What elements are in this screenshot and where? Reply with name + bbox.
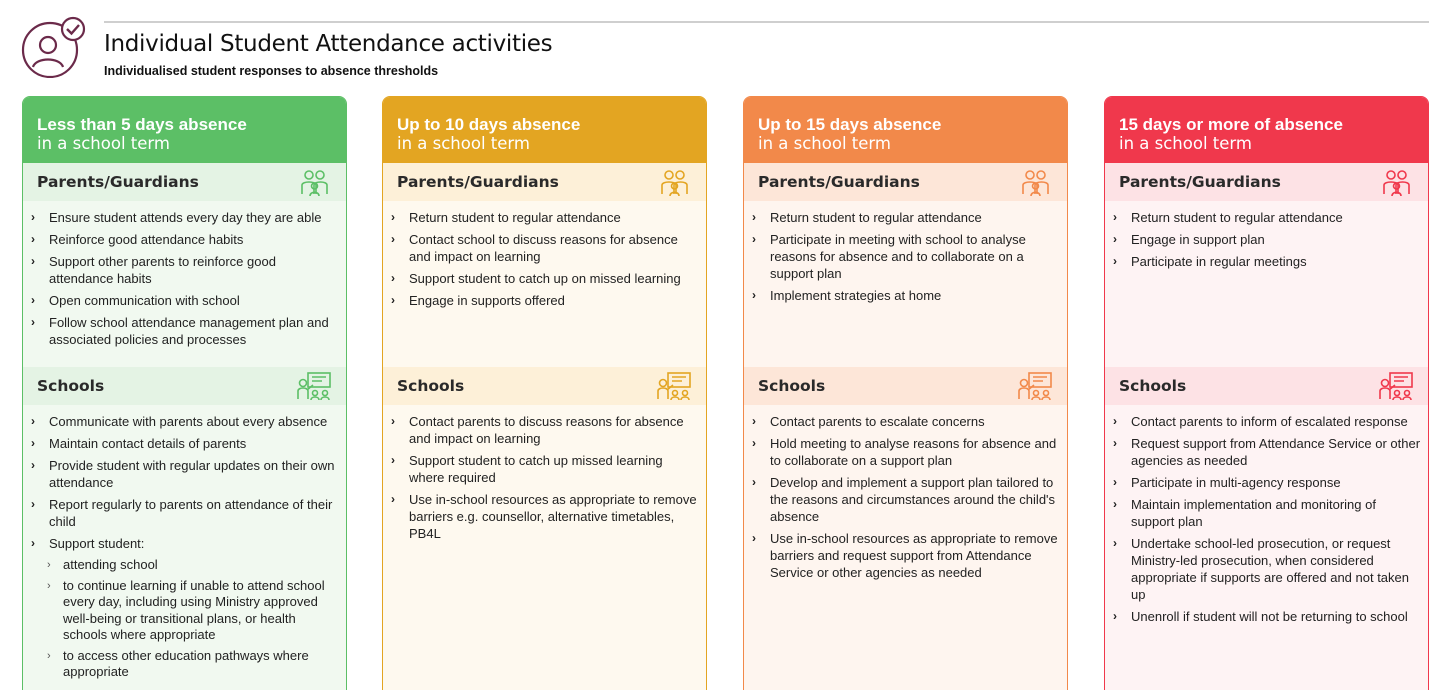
list-item: › Return student to regular attendance bbox=[1113, 210, 1343, 225]
list-item: › Implement strategies at home bbox=[752, 288, 942, 303]
column-header bbox=[744, 97, 1067, 163]
list-item: › Contact parents to discuss reasons for absence and impact on learning bbox=[391, 414, 684, 446]
parents-section-header bbox=[1105, 163, 1428, 201]
parents-list bbox=[23, 201, 346, 367]
list-item: › Ensure student attends every day they are able bbox=[31, 210, 322, 225]
page-subtitle: Individualised student responses to absence thresholds bbox=[104, 64, 439, 78]
column-title: 15 days or more of absence bbox=[1119, 115, 1343, 134]
list-item: › Support student: bbox=[31, 536, 145, 551]
schools-label: Schools bbox=[37, 377, 105, 395]
column-up-to-15-days bbox=[743, 96, 1068, 690]
column-subtitle: in a school term bbox=[37, 134, 170, 153]
classroom-icon bbox=[1378, 371, 1414, 401]
schools-section-header bbox=[383, 367, 706, 405]
list-item: › Maintain contact details of parents bbox=[31, 436, 247, 451]
schools-list bbox=[383, 405, 706, 542]
list-item: › Support other parents to reinforce good attendance habits bbox=[31, 254, 276, 286]
column-less-than-5-days bbox=[22, 96, 347, 690]
classroom-icon bbox=[296, 371, 332, 401]
parents-section-header bbox=[23, 163, 346, 201]
parents-list bbox=[1105, 201, 1428, 367]
schools-list bbox=[23, 405, 346, 681]
sub-list-item: › to continue learning if unable to attend school every day, including using Ministry approved well-being or transitional plans, or health schools where appropriate bbox=[47, 577, 325, 642]
schools-section-header bbox=[1105, 367, 1428, 405]
column-subtitle: in a school term bbox=[397, 134, 530, 153]
column-up-to-10-days bbox=[382, 96, 707, 690]
list-item: › Return student to regular attendance bbox=[752, 210, 982, 225]
schools-section-header bbox=[744, 367, 1067, 405]
column-header bbox=[383, 97, 706, 163]
family-icon bbox=[1017, 167, 1053, 197]
list-item: › Participate in regular meetings bbox=[1113, 254, 1307, 269]
schools-list bbox=[1105, 405, 1428, 625]
column-subtitle: in a school term bbox=[1119, 134, 1252, 153]
list-item: › Unenroll if student will not be returning to school bbox=[1113, 609, 1408, 624]
list-item: › Contact parents to escalate concerns bbox=[752, 414, 985, 429]
parents-label: Parents/Guardians bbox=[758, 173, 920, 191]
schools-section-header bbox=[23, 367, 346, 405]
list-item: › Participate in meeting with school to analyse reasons for absence and to collaborate on a support plan bbox=[752, 232, 1026, 281]
list-item: › Participate in multi-agency response bbox=[1113, 475, 1341, 490]
list-item: › Follow school attendance management plan and associated policies and processes bbox=[31, 315, 329, 347]
list-item: › Engage in supports offered bbox=[391, 293, 565, 308]
list-item: › Hold meeting to analyse reasons for absence and to collaborate on a support plan bbox=[752, 436, 1057, 468]
parents-list bbox=[383, 201, 706, 367]
parents-section-header bbox=[744, 163, 1067, 201]
list-item: › Request support from Attendance Service or other agencies as needed bbox=[1113, 436, 1421, 468]
family-icon bbox=[1378, 167, 1414, 197]
classroom-icon bbox=[1017, 371, 1053, 401]
schools-list bbox=[744, 405, 1067, 581]
sub-list-item: › to access other education pathways where appropriate bbox=[47, 647, 309, 679]
list-item: › Report regularly to parents on attendance of their child bbox=[31, 497, 333, 529]
list-item: › Maintain implementation and monitoring of support plan bbox=[1113, 497, 1376, 529]
list-item: › Provide student with regular updates on their own attendance bbox=[31, 458, 335, 490]
column-header bbox=[23, 97, 346, 163]
list-item: › Communicate with parents about every absence bbox=[31, 414, 328, 429]
list-item: › Undertake school-led prosecution, or request Ministry-led prosecution, when considered appropriate if supports are offered and not taken up bbox=[1113, 536, 1410, 602]
person-check-icon bbox=[20, 16, 88, 78]
column-header bbox=[1105, 97, 1428, 163]
column-title: Less than 5 days absence bbox=[37, 115, 247, 134]
parents-label: Parents/Guardians bbox=[1119, 173, 1281, 191]
parents-label: Parents/Guardians bbox=[37, 173, 199, 191]
column-title: Up to 10 days absence bbox=[397, 115, 581, 134]
sub-list-item: › attending school bbox=[47, 557, 158, 572]
list-item: › Return student to regular attendance bbox=[391, 210, 621, 225]
parents-section-header bbox=[383, 163, 706, 201]
header-divider bbox=[104, 21, 1429, 23]
parents-list bbox=[744, 201, 1067, 367]
list-item: › Contact parents to inform of escalated response bbox=[1113, 414, 1408, 429]
column-subtitle: in a school term bbox=[758, 134, 891, 153]
list-item: › Develop and implement a support plan tailored to the reasons and circumstances around the child's absence bbox=[752, 475, 1056, 524]
list-item: › Use in-school resources as appropriate to remove barriers e.g. counsellor, alternative timetables, PB4L bbox=[391, 492, 697, 541]
page-title: Individual Student Attendance activities bbox=[104, 31, 553, 57]
classroom-icon bbox=[656, 371, 692, 401]
schools-label: Schools bbox=[1119, 377, 1187, 395]
list-item: › Open communication with school bbox=[31, 293, 240, 308]
list-item: › Reinforce good attendance habits bbox=[31, 232, 244, 247]
column-title: Up to 15 days absence bbox=[758, 115, 942, 134]
list-item: › Contact school to discuss reasons for absence and impact on learning bbox=[391, 232, 678, 264]
parents-label: Parents/Guardians bbox=[397, 173, 559, 191]
list-item: › Engage in support plan bbox=[1113, 232, 1265, 247]
column-15-days-or-more bbox=[1104, 96, 1429, 690]
family-icon bbox=[296, 167, 332, 197]
schools-label: Schools bbox=[758, 377, 826, 395]
schools-label: Schools bbox=[397, 377, 465, 395]
list-item: › Use in-school resources as appropriate to remove barriers and request support from Attendance Service or other agencies as needed bbox=[752, 531, 1058, 580]
family-icon bbox=[656, 167, 692, 197]
list-item: › Support student to catch up missed learning where required bbox=[391, 453, 663, 485]
list-item: › Support student to catch up on missed learning bbox=[391, 271, 681, 286]
